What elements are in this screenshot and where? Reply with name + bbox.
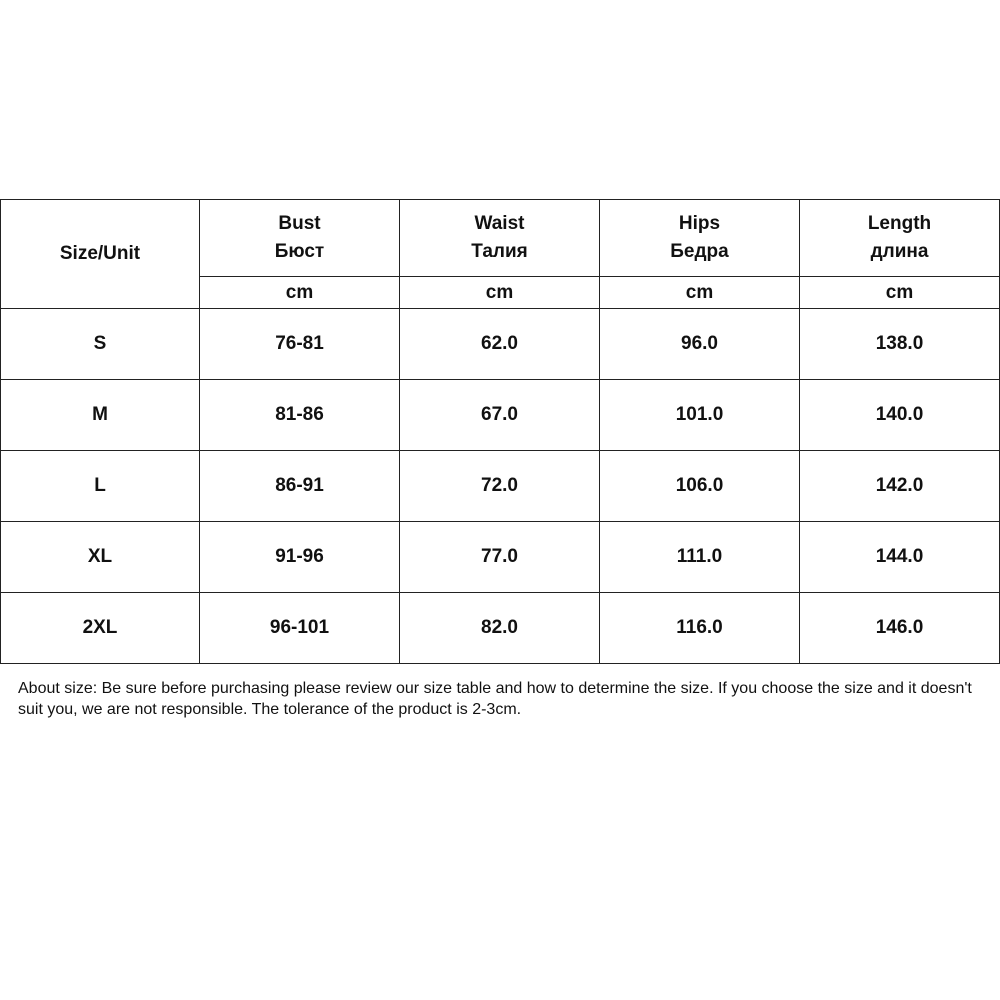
header-row xyxy=(1,200,1000,277)
column-header-en: Waist xyxy=(474,213,525,235)
hips-cell: 111.0 xyxy=(600,522,800,593)
table-row xyxy=(1,593,1000,664)
bust-cell: 76-81 xyxy=(200,309,400,380)
column-header-ru: Бюст xyxy=(274,241,325,262)
column-header-ru: Бедра xyxy=(670,241,729,262)
column-header-ru: Талия xyxy=(471,241,528,262)
column-header-length xyxy=(800,200,1000,277)
waist-cell: 77.0 xyxy=(400,522,600,593)
column-header-en: Length xyxy=(867,213,932,235)
size-cell: XL xyxy=(1,522,200,593)
size-cell: 2XL xyxy=(1,593,200,664)
column-header-en: Bust xyxy=(278,213,321,235)
unit-cell: cm xyxy=(400,277,600,309)
waist-cell: 62.0 xyxy=(400,309,600,380)
length-cell: 140.0 xyxy=(800,380,1000,451)
column-header-ru: длина xyxy=(870,241,929,262)
column-header-hips xyxy=(600,200,800,277)
size-table xyxy=(0,199,1000,664)
bust-cell: 81-86 xyxy=(200,380,400,451)
hips-cell: 96.0 xyxy=(600,309,800,380)
waist-cell: 72.0 xyxy=(400,451,600,522)
column-header-en: Hips xyxy=(678,213,721,235)
bust-cell: 96-101 xyxy=(200,593,400,664)
hips-cell: 116.0 xyxy=(600,593,800,664)
unit-cell: cm xyxy=(200,277,400,309)
column-header-waist xyxy=(400,200,600,277)
table-row xyxy=(1,309,1000,380)
table-row xyxy=(1,380,1000,451)
size-unit-header: Size/Unit xyxy=(1,200,200,309)
table-row xyxy=(1,522,1000,593)
length-cell: 142.0 xyxy=(800,451,1000,522)
size-cell: S xyxy=(1,309,200,380)
unit-cell: cm xyxy=(600,277,800,309)
length-cell: 138.0 xyxy=(800,309,1000,380)
bust-cell: 86-91 xyxy=(200,451,400,522)
size-note: About size: Be sure before purchasing please review our size table and how to determine the size. If you choose the size and it doesn't suit you, we are not responsible. The tolerance of the product is 2-3cm. xyxy=(18,680,972,718)
length-cell: 144.0 xyxy=(800,522,1000,593)
waist-cell: 82.0 xyxy=(400,593,600,664)
bust-cell: 91-96 xyxy=(200,522,400,593)
hips-cell: 101.0 xyxy=(600,380,800,451)
length-cell: 146.0 xyxy=(800,593,1000,664)
table-row xyxy=(1,451,1000,522)
hips-cell: 106.0 xyxy=(600,451,800,522)
waist-cell: 67.0 xyxy=(400,380,600,451)
size-cell: L xyxy=(1,451,200,522)
unit-cell: cm xyxy=(800,277,1000,309)
size-cell: M xyxy=(1,380,200,451)
column-header-bust xyxy=(200,200,400,277)
